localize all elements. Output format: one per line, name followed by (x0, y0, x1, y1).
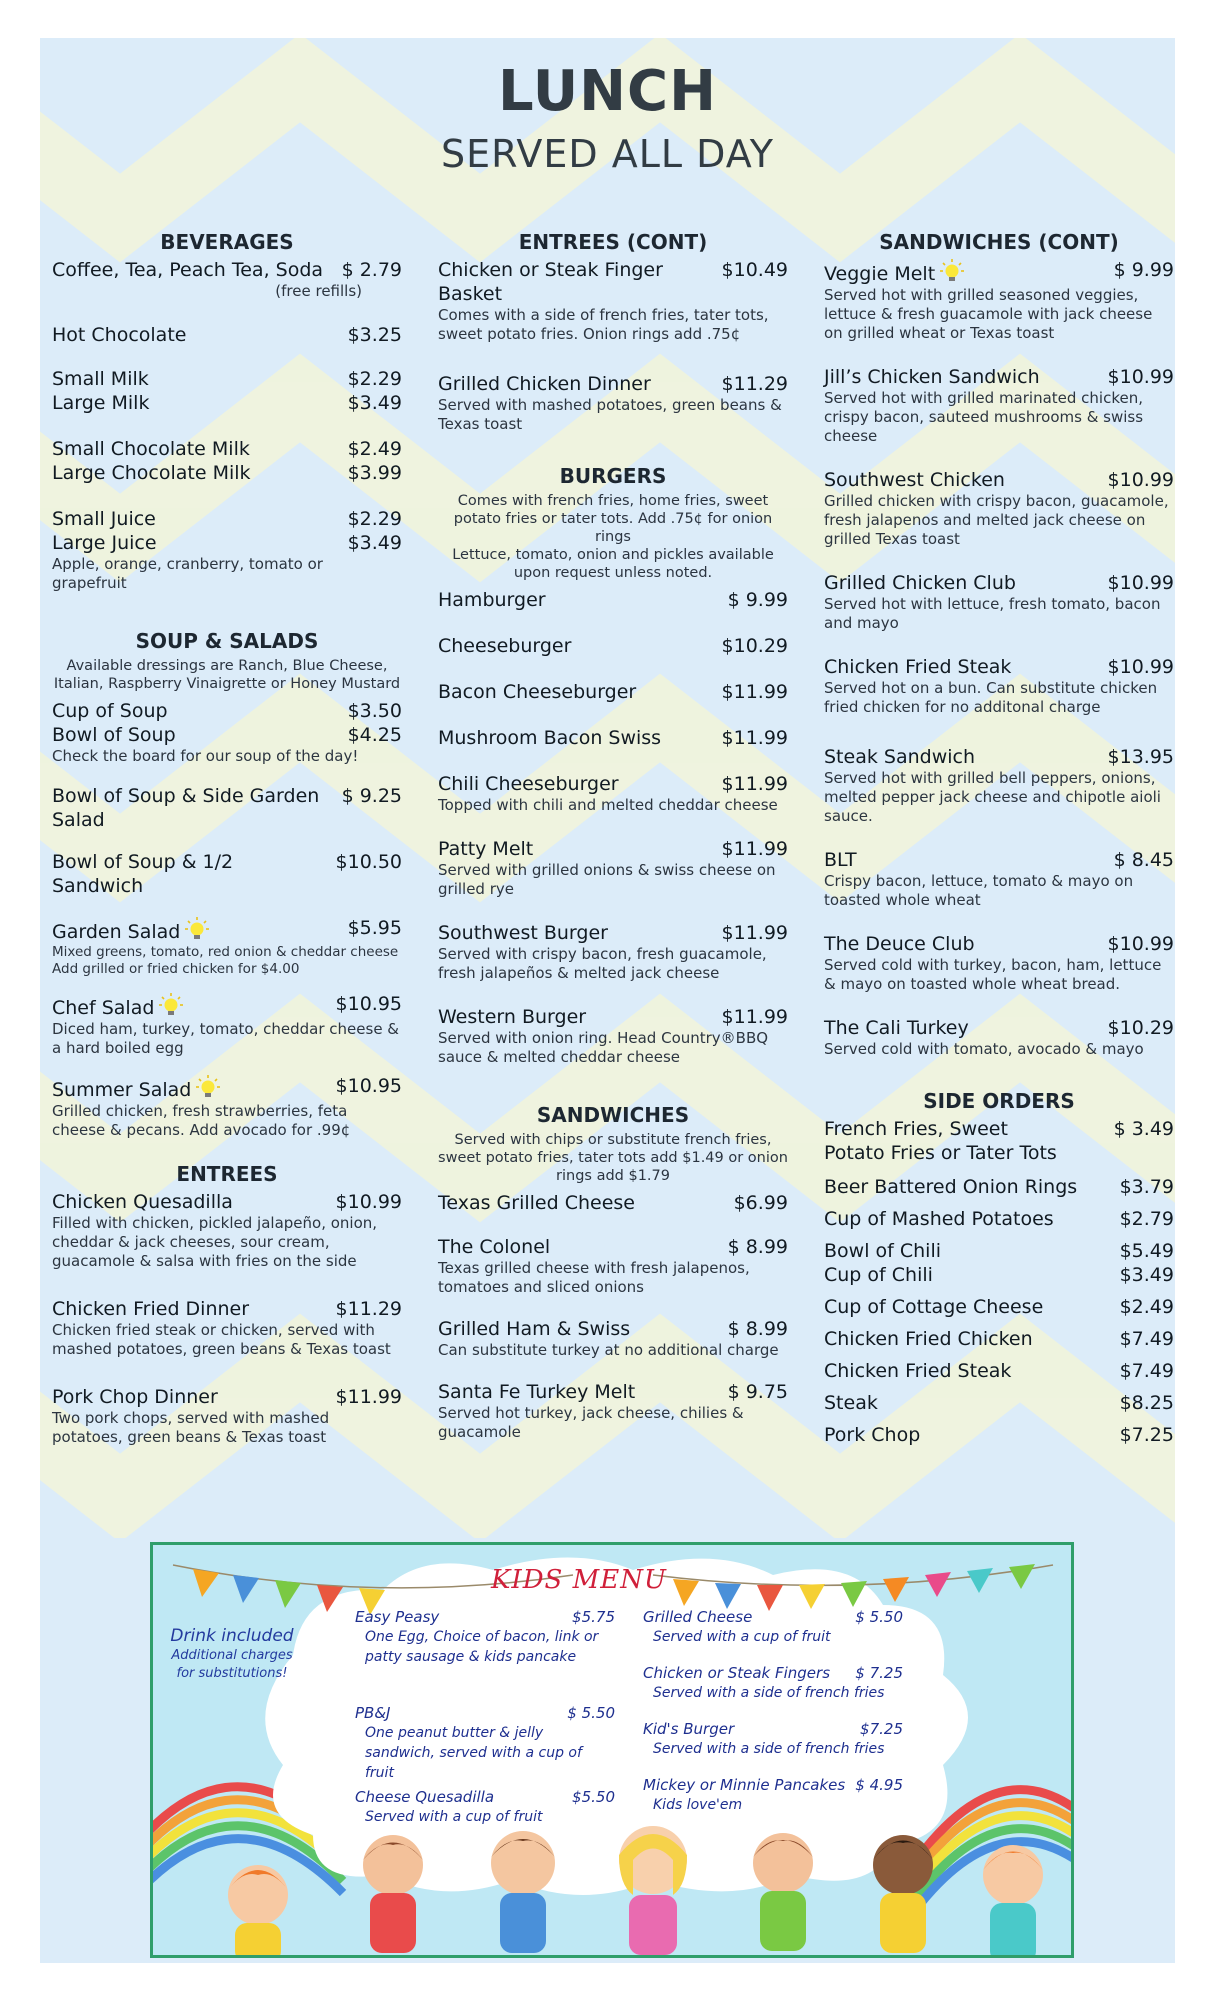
menu-item: Hot Chocolate $3.25 (52, 324, 402, 346)
lightbulb-icon (939, 258, 965, 284)
menu-item: Coffee, Tea, Peach Tea, Soda $ 2.79 (free refills) (52, 259, 402, 300)
menu-item: Chicken Quesadilla $10.99 Filled with chicken, pickled jalapeño, onion, cheddar & jack cheeses, sour cream, guacamole & salsa with fries on the side (52, 1191, 402, 1270)
menu-item: Cheeseburger $10.29 (438, 635, 788, 657)
section-heading-burgers: BURGERS (559, 464, 667, 488)
kids-item: Easy Peasy $5.75 One Egg, Choice of bacon, link or patty sausage & kids pancake (355, 1608, 615, 1665)
kids-item: PB&J $ 5.50 One peanut butter & jelly sandwich, served with a cup of fruit (355, 1704, 615, 1781)
menu-item: Hamburger $ 9.99 (438, 589, 788, 611)
menu-item: Garden Salad $5.95 Mixed greens, tomato, red onion & cheddar cheese Add grilled or fried chicken for $4.00 (52, 917, 402, 977)
menu-item: Grilled Ham & Swiss $ 8.99 Can substitute turkey at no additional charge (438, 1318, 788, 1359)
menu-item: Chicken Fried Chicken $7.49 (824, 1328, 1174, 1350)
menu-item: BLT $ 8.45 Crispy bacon, lettuce, tomato & mayo on toasted whole wheat (824, 849, 1174, 909)
menu-item: Bowl of Soup & Side Garden Salad $ 9.25 (52, 785, 402, 831)
menu-item: Beer Battered Onion Rings $3.79 (824, 1176, 1174, 1198)
kids-drink-note: Drink included Additional charges for substitutions! (170, 1626, 294, 1681)
section-note: Comes with french fries, home fries, sweet potato fries or tater tots. Add .75¢ for onion rings (453, 493, 773, 545)
page-title: LUNCH (498, 59, 717, 124)
section-heading-entrees: ENTREES (176, 1162, 278, 1186)
kids-item: Chicken or Steak Fingers $ 7.25 Served with a side of french fries (643, 1664, 903, 1701)
lightbulb-icon (195, 1074, 221, 1100)
menu-item: Cup of Cottage Cheese $2.49 (824, 1296, 1174, 1318)
menu-item: Veggie Melt $ 9.99 Served hot with grilled seasoned veggies, lettuce & fresh guacamole with jack cheese on grilled wheat or Texas toast (824, 259, 1174, 342)
menu-item: Cup of Soup $3.50 Bowl of Soup $4.25 Check the board for our soup of the day! (52, 700, 402, 765)
section-heading-soup: SOUP & SALADS (135, 629, 319, 653)
section-note: Served with chips or substitute french fries, sweet potato fries, tater tots add $1.49 or onion rings add $1.79 (438, 1132, 788, 1184)
menu-item: Small Milk $2.29 Large Milk $3.49 (52, 368, 402, 414)
menu-item: The Deuce Club $10.99 Served cold with turkey, bacon, ham, lettuce & mayo on toasted whole wheat bread. (824, 933, 1174, 993)
menu-item: Summer Salad $10.95 Grilled chicken, fresh strawberries, feta cheese & pecans. Add avocado for .99¢ (52, 1075, 402, 1139)
menu-item: French Fries, Sweet Potato Fries or Tater Tots $ 3.49 (824, 1118, 1174, 1164)
menu-item: Grilled Chicken Club $10.99 Served hot with lettuce, fresh tomato, bacon and mayo (824, 572, 1174, 632)
menu-page (40, 38, 1175, 1963)
menu-item: Jill’s Chicken Sandwich $10.99 Served hot with grilled marinated chicken, crispy bacon, sauteed mushrooms & swiss cheese (824, 366, 1174, 445)
menu-item: Steak Sandwich $13.95 Served hot with grilled bell peppers, onions, melted pepper jack cheese and chipotle aioli sauce. (824, 746, 1174, 825)
menu-item: Patty Melt $11.99 Served with grilled onions & swiss cheese on grilled rye (438, 838, 788, 898)
menu-item: The Cali Turkey $10.29 Served cold with tomato, avocado & mayo (824, 1017, 1174, 1058)
kids-item: Kid's Burger $7.25 Served with a side of french fries (643, 1720, 903, 1757)
menu-item: Cup of Mashed Potatoes $2.79 (824, 1208, 1174, 1230)
kids-item: Cheese Quesadilla $5.50 Served with a cup of fruit (355, 1788, 615, 1825)
menu-item: Chicken Fried Steak $10.99 Served hot on a bun. Can substitute chicken fried chicken for no additonal charge (824, 656, 1174, 716)
menu-item: Steak $8.25 (824, 1392, 1174, 1414)
menu-item: Bacon Cheeseburger $11.99 (438, 681, 788, 703)
menu-item: Western Burger $11.99 Served with onion ring. Head Country®BBQ sauce & melted cheddar cheese (438, 1006, 788, 1066)
menu-item: Mushroom Bacon Swiss $11.99 (438, 727, 788, 749)
section-heading-sandwiches: SANDWICHES (536, 1103, 690, 1127)
menu-item: The Colonel $ 8.99 Texas grilled cheese with fresh jalapenos, tomatoes and sliced onions (438, 1236, 788, 1296)
menu-item: Bowl of Chili $5.49 Cup of Chili $3.49 (824, 1240, 1174, 1286)
section-note: Lettuce, tomato, onion and pickles available upon request unless noted. (452, 547, 774, 581)
menu-item: Grilled Chicken Dinner $11.29 Served with mashed potatoes, green beans & Texas toast (438, 373, 788, 433)
menu-item: Chicken Fried Steak $7.49 (824, 1360, 1174, 1382)
lightbulb-icon (158, 992, 184, 1018)
menu-item: Small Juice $2.29 Large Juice $3.49 Apple, orange, cranberry, tomato or grapefruit (52, 508, 402, 592)
section-heading-entrees-cont: ENTREES (CONT) (518, 230, 708, 254)
menu-item: Southwest Chicken $10.99 Grilled chicken with crispy bacon, guacamole, fresh jalapenos and melted jack cheese on grilled Texas toast (824, 469, 1174, 548)
kids-item: Grilled Cheese $ 5.50 Served with a cup of fruit (643, 1608, 903, 1645)
kids-item: Mickey or Minnie Pancakes $ 4.95 Kids love'em (643, 1776, 903, 1813)
lightbulb-icon (184, 916, 210, 942)
menu-item: Santa Fe Turkey Melt $ 9.75 Served hot turkey, jack cheese, chilies & guacamole (438, 1381, 788, 1441)
menu-item: Bowl of Soup & 1/2 Sandwich $10.50 (52, 851, 402, 897)
column-2 (438, 230, 788, 1458)
kids-menu-panel (150, 1542, 1074, 1958)
kids-menu-title: KIDS MENU (491, 1565, 667, 1595)
menu-item: Pork Chop $7.25 (824, 1424, 1174, 1446)
menu-item: Chili Cheeseburger $11.99 Topped with chili and melted cheddar cheese (438, 773, 788, 814)
section-note: Available dressings are Ranch, Blue Cheese, Italian, Raspberry Vinaigrette or Honey Mustard (53, 658, 401, 692)
section-heading-sides: SIDE ORDERS (923, 1089, 1075, 1113)
section-heading-sandwiches-cont: SANDWICHES (CONT) (879, 230, 1119, 254)
menu-item: Small Chocolate Milk $2.49 Large Chocolate Milk $3.99 (52, 438, 402, 484)
page-subtitle: SERVED ALL DAY (440, 132, 775, 176)
menu-item: Chicken Fried Dinner $11.29 Chicken fried steak or chicken, served with mashed potatoes, green beans & Texas toast (52, 1298, 402, 1358)
section-heading-beverages: BEVERAGES (160, 230, 294, 254)
menu-item: Texas Grilled Cheese $6.99 (438, 1192, 788, 1214)
menu-item: Southwest Burger $11.99 Served with crispy bacon, fresh guacamole, fresh jalapeños & melted jack cheese (438, 922, 788, 982)
menu-item: Chef Salad $10.95 Diced ham, turkey, tomato, cheddar cheese & a hard boiled egg (52, 993, 402, 1057)
column-1 (52, 230, 402, 1463)
column-3 (824, 230, 1174, 1463)
menu-item: Chicken or Steak Finger Basket $10.49 Comes with a side of french fries, tater tots, sweet potato fries. Onion rings add .75¢ (438, 259, 788, 343)
menu-item: Pork Chop Dinner $11.99 Two pork chops, served with mashed potatoes, green beans & Texas toast (52, 1386, 402, 1446)
